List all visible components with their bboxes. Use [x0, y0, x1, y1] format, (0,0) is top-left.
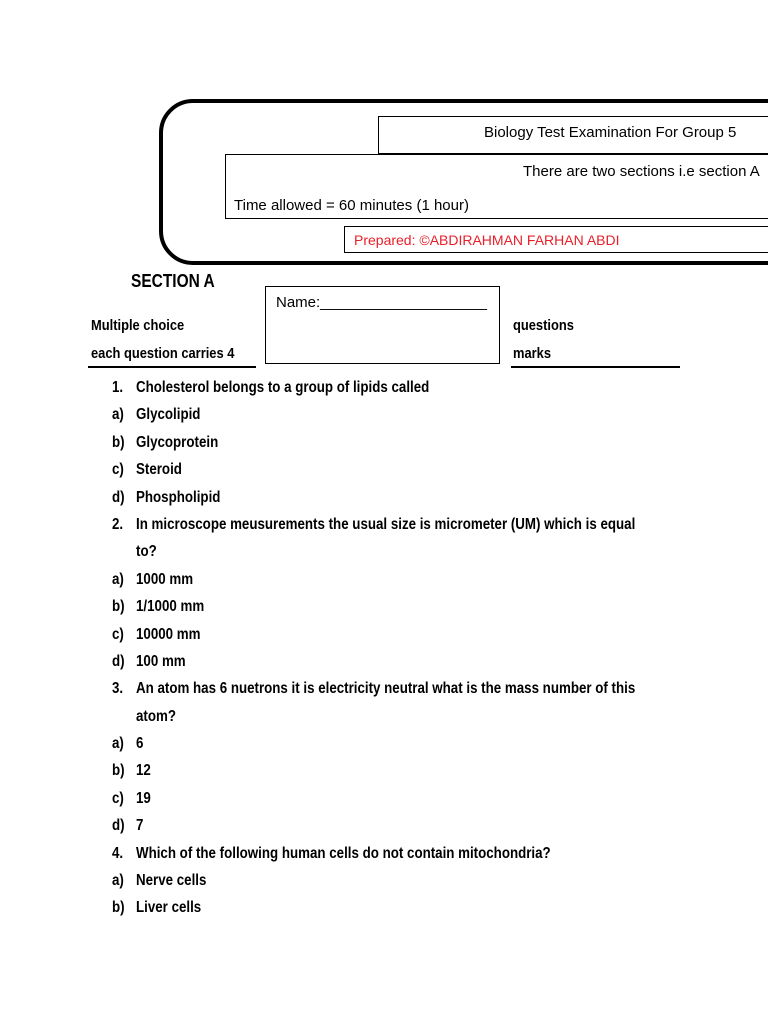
question-stem	[0, 841, 768, 868]
question-stem	[0, 512, 768, 539]
answer-option	[0, 786, 768, 813]
option-label: c)	[112, 789, 124, 807]
option-label: b)	[112, 762, 125, 780]
option-text: Glycolipid	[136, 406, 201, 424]
option-text: 1000 mm	[136, 570, 194, 588]
question-stem-continued	[0, 704, 768, 731]
question-text: atom?	[136, 707, 176, 725]
answer-option	[0, 457, 768, 484]
option-text: 7	[136, 817, 144, 835]
question-text: Cholesterol belongs to a group of lipids called	[136, 379, 430, 396]
option-label: a)	[112, 872, 124, 890]
question-stem-continued	[0, 539, 768, 566]
prepared-by: Prepared: ©ABDIRAHMAN FARHAN ABDI	[354, 232, 620, 248]
option-text: Steroid	[136, 461, 182, 479]
question-stem	[0, 375, 768, 402]
answer-option	[0, 649, 768, 676]
answer-option	[0, 758, 768, 785]
option-label: d)	[112, 652, 125, 670]
option-label: b)	[112, 899, 125, 917]
option-text: 1/1000 mm	[136, 598, 205, 616]
instruction-line-2: each question carries 4	[91, 345, 235, 362]
exam-info-box	[225, 154, 768, 219]
answer-option	[0, 567, 768, 594]
instruction-underline	[88, 366, 256, 368]
question-number: 2.	[112, 515, 124, 533]
instruction-right-line-2: marks	[513, 345, 552, 362]
answer-option	[0, 868, 768, 895]
question-number: 3.	[112, 680, 124, 698]
answer-option	[0, 731, 768, 758]
option-text: Phospholipid	[136, 488, 221, 506]
sections-note: There are two sections i.e section A	[523, 163, 760, 180]
answer-option	[0, 402, 768, 429]
answer-option	[0, 430, 768, 457]
option-label: a)	[112, 570, 124, 588]
option-label: b)	[112, 433, 125, 451]
option-label: c)	[112, 625, 124, 643]
option-label: b)	[112, 598, 125, 616]
exam-title-box	[378, 116, 768, 154]
section-instructions	[91, 312, 234, 368]
option-text: 10000 mm	[136, 625, 201, 643]
question-text: An atom has 6 nuetrons it is electricity neutral what is the mass number of this	[136, 680, 636, 698]
option-text: Nerve cells	[136, 872, 207, 890]
option-text: 100 mm	[136, 652, 186, 670]
question-number: 4.	[112, 844, 124, 862]
answer-option	[0, 895, 768, 922]
option-text: 6	[136, 735, 144, 753]
instruction-line-1: Multiple choice	[91, 317, 185, 334]
option-text: Liver cells	[136, 899, 202, 917]
answer-option	[0, 622, 768, 649]
instruction-right-line-1: questions	[513, 317, 574, 334]
option-text: 19	[136, 789, 151, 807]
option-label: a)	[112, 406, 124, 424]
option-label: d)	[112, 488, 125, 506]
prepared-by-box	[344, 226, 768, 253]
instruction-right-underline	[511, 366, 680, 368]
section-instructions-right	[513, 312, 574, 368]
exam-title: Biology Test Examination For Group 5	[484, 124, 737, 141]
option-label: d)	[112, 817, 125, 835]
question-text: to?	[136, 543, 157, 561]
option-text: 12	[136, 762, 151, 780]
question-text: In microscope meusurements the usual size is micrometer (UM) which is equal	[136, 515, 636, 533]
option-text: Glycoprotein	[136, 433, 219, 451]
name-field: Name:____________________	[276, 294, 488, 311]
answer-option	[0, 594, 768, 621]
question-text: Which of the following human cells do not contain mitochondria?	[136, 844, 551, 862]
option-label: c)	[112, 461, 124, 479]
question-stem	[0, 676, 768, 703]
question-list	[0, 375, 768, 923]
section-title: SECTION A	[131, 271, 215, 291]
time-allowed: Time allowed = 60 minutes (1 hour)	[234, 197, 469, 214]
question-number: 1.	[112, 379, 124, 396]
answer-option	[0, 485, 768, 512]
name-field-box[interactable]	[265, 286, 500, 364]
answer-option	[0, 813, 768, 840]
option-label: a)	[112, 735, 124, 753]
